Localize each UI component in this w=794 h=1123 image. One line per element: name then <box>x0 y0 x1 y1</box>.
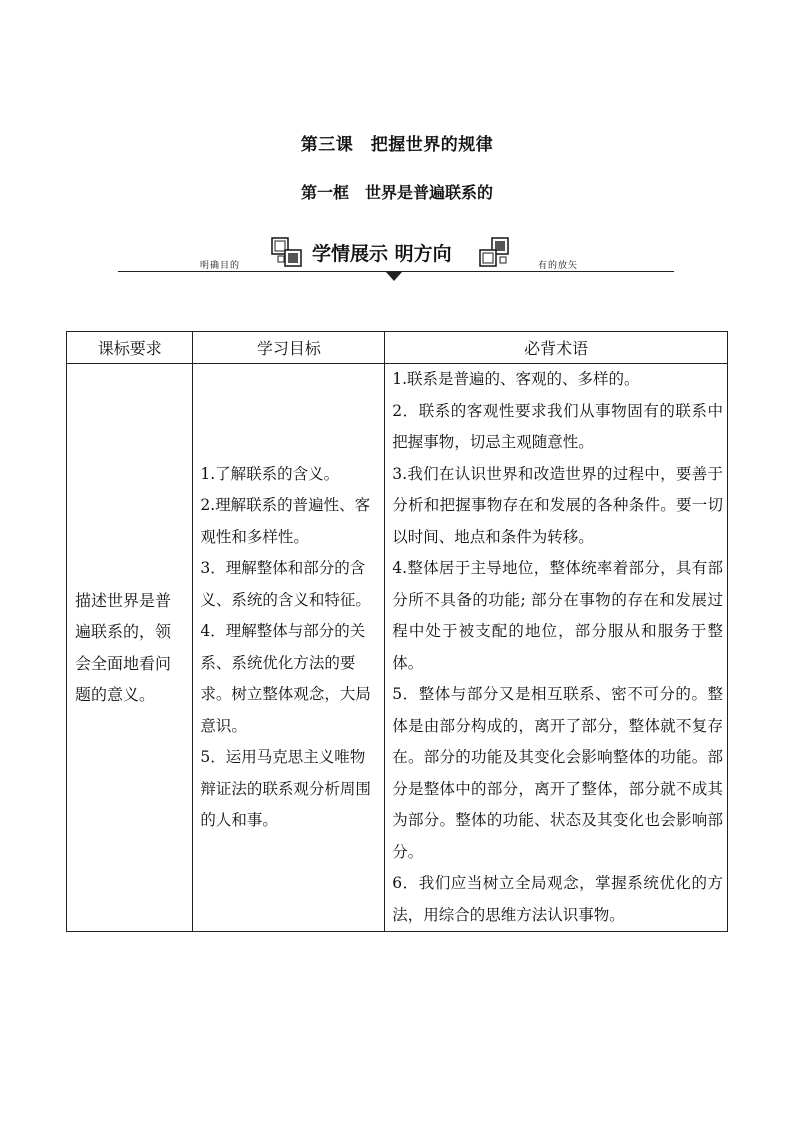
down-arrow-icon <box>386 272 402 281</box>
banner-heading: 学情展示 明方向 <box>312 243 452 265</box>
terms-cell <box>385 364 728 932</box>
requirement-text: 描述世界是普遍联系的，领会全面地看问题的意义。 <box>75 590 172 704</box>
banner-left-caption: 明确目的 <box>200 261 241 271</box>
objective-item: 4．理解整体与部分的关系、系统优化方法的要求。树立整体观念，大局意识。 <box>200 622 371 735</box>
objectives-table <box>66 331 728 932</box>
requirement-cell <box>67 364 193 932</box>
objective-item: 5．运用马克思主义唯物辩证法的联系观分析周围的人和事。 <box>200 748 371 829</box>
lesson-title: 第三课 把握世界的规律 <box>300 135 494 155</box>
banner-right-caption: 有的放矢 <box>538 261 579 271</box>
objective-item: 1.了解联系的含义。 <box>200 464 340 483</box>
square-ornament-icon <box>478 234 512 268</box>
objectives-cell <box>193 364 385 932</box>
term-item: 1.联系是普遍的、客观的、多样的。 <box>392 370 640 388</box>
section-title: 第一框 世界是普遍联系的 <box>300 183 493 202</box>
term-item: 6．我们应当树立全局观念，掌握系统优化的方法，用综合的思维方法认识事物。 <box>392 874 723 924</box>
term-item: 3.我们在认识世界和改造世界的过程中，要善于分析和把握事物存在和发展的各种条件。要一切以时间、地点和条件为转移。 <box>392 464 723 546</box>
term-item: 4.整体居于主导地位，整体统率着部分，具有部分所不具备的功能; 部分在事物的存在和发展过程中处于被支配的地位，部分服从和服务于整体。 <box>392 559 723 672</box>
objective-item: 2.理解联系的普遍性、客观性和多样性。 <box>200 496 371 546</box>
section-banner <box>118 232 674 284</box>
table-row <box>67 364 728 932</box>
table-header-row <box>67 332 728 364</box>
column-header: 课标要求 <box>67 332 193 364</box>
square-ornament-icon <box>270 234 304 268</box>
column-header: 学习目标 <box>193 332 385 364</box>
term-item: 5．整体与部分又是相互联系、密不可分的。整体是由部分构成的，离开了部分，整体就不复存在。部分的功能及其变化会影响整体的功能。部分是整体中的部分，离开了整体，部分就不成其为部分。整体的功能、状态及其变化也会影响部分。 <box>392 685 723 861</box>
term-item: 2．联系的客观性要求我们从事物固有的联系中把握事物，切忌主观随意性。 <box>392 401 723 451</box>
column-header: 必背术语 <box>385 332 728 364</box>
objective-item: 3．理解整体和部分的含义、系统的含义和特征。 <box>200 559 371 609</box>
